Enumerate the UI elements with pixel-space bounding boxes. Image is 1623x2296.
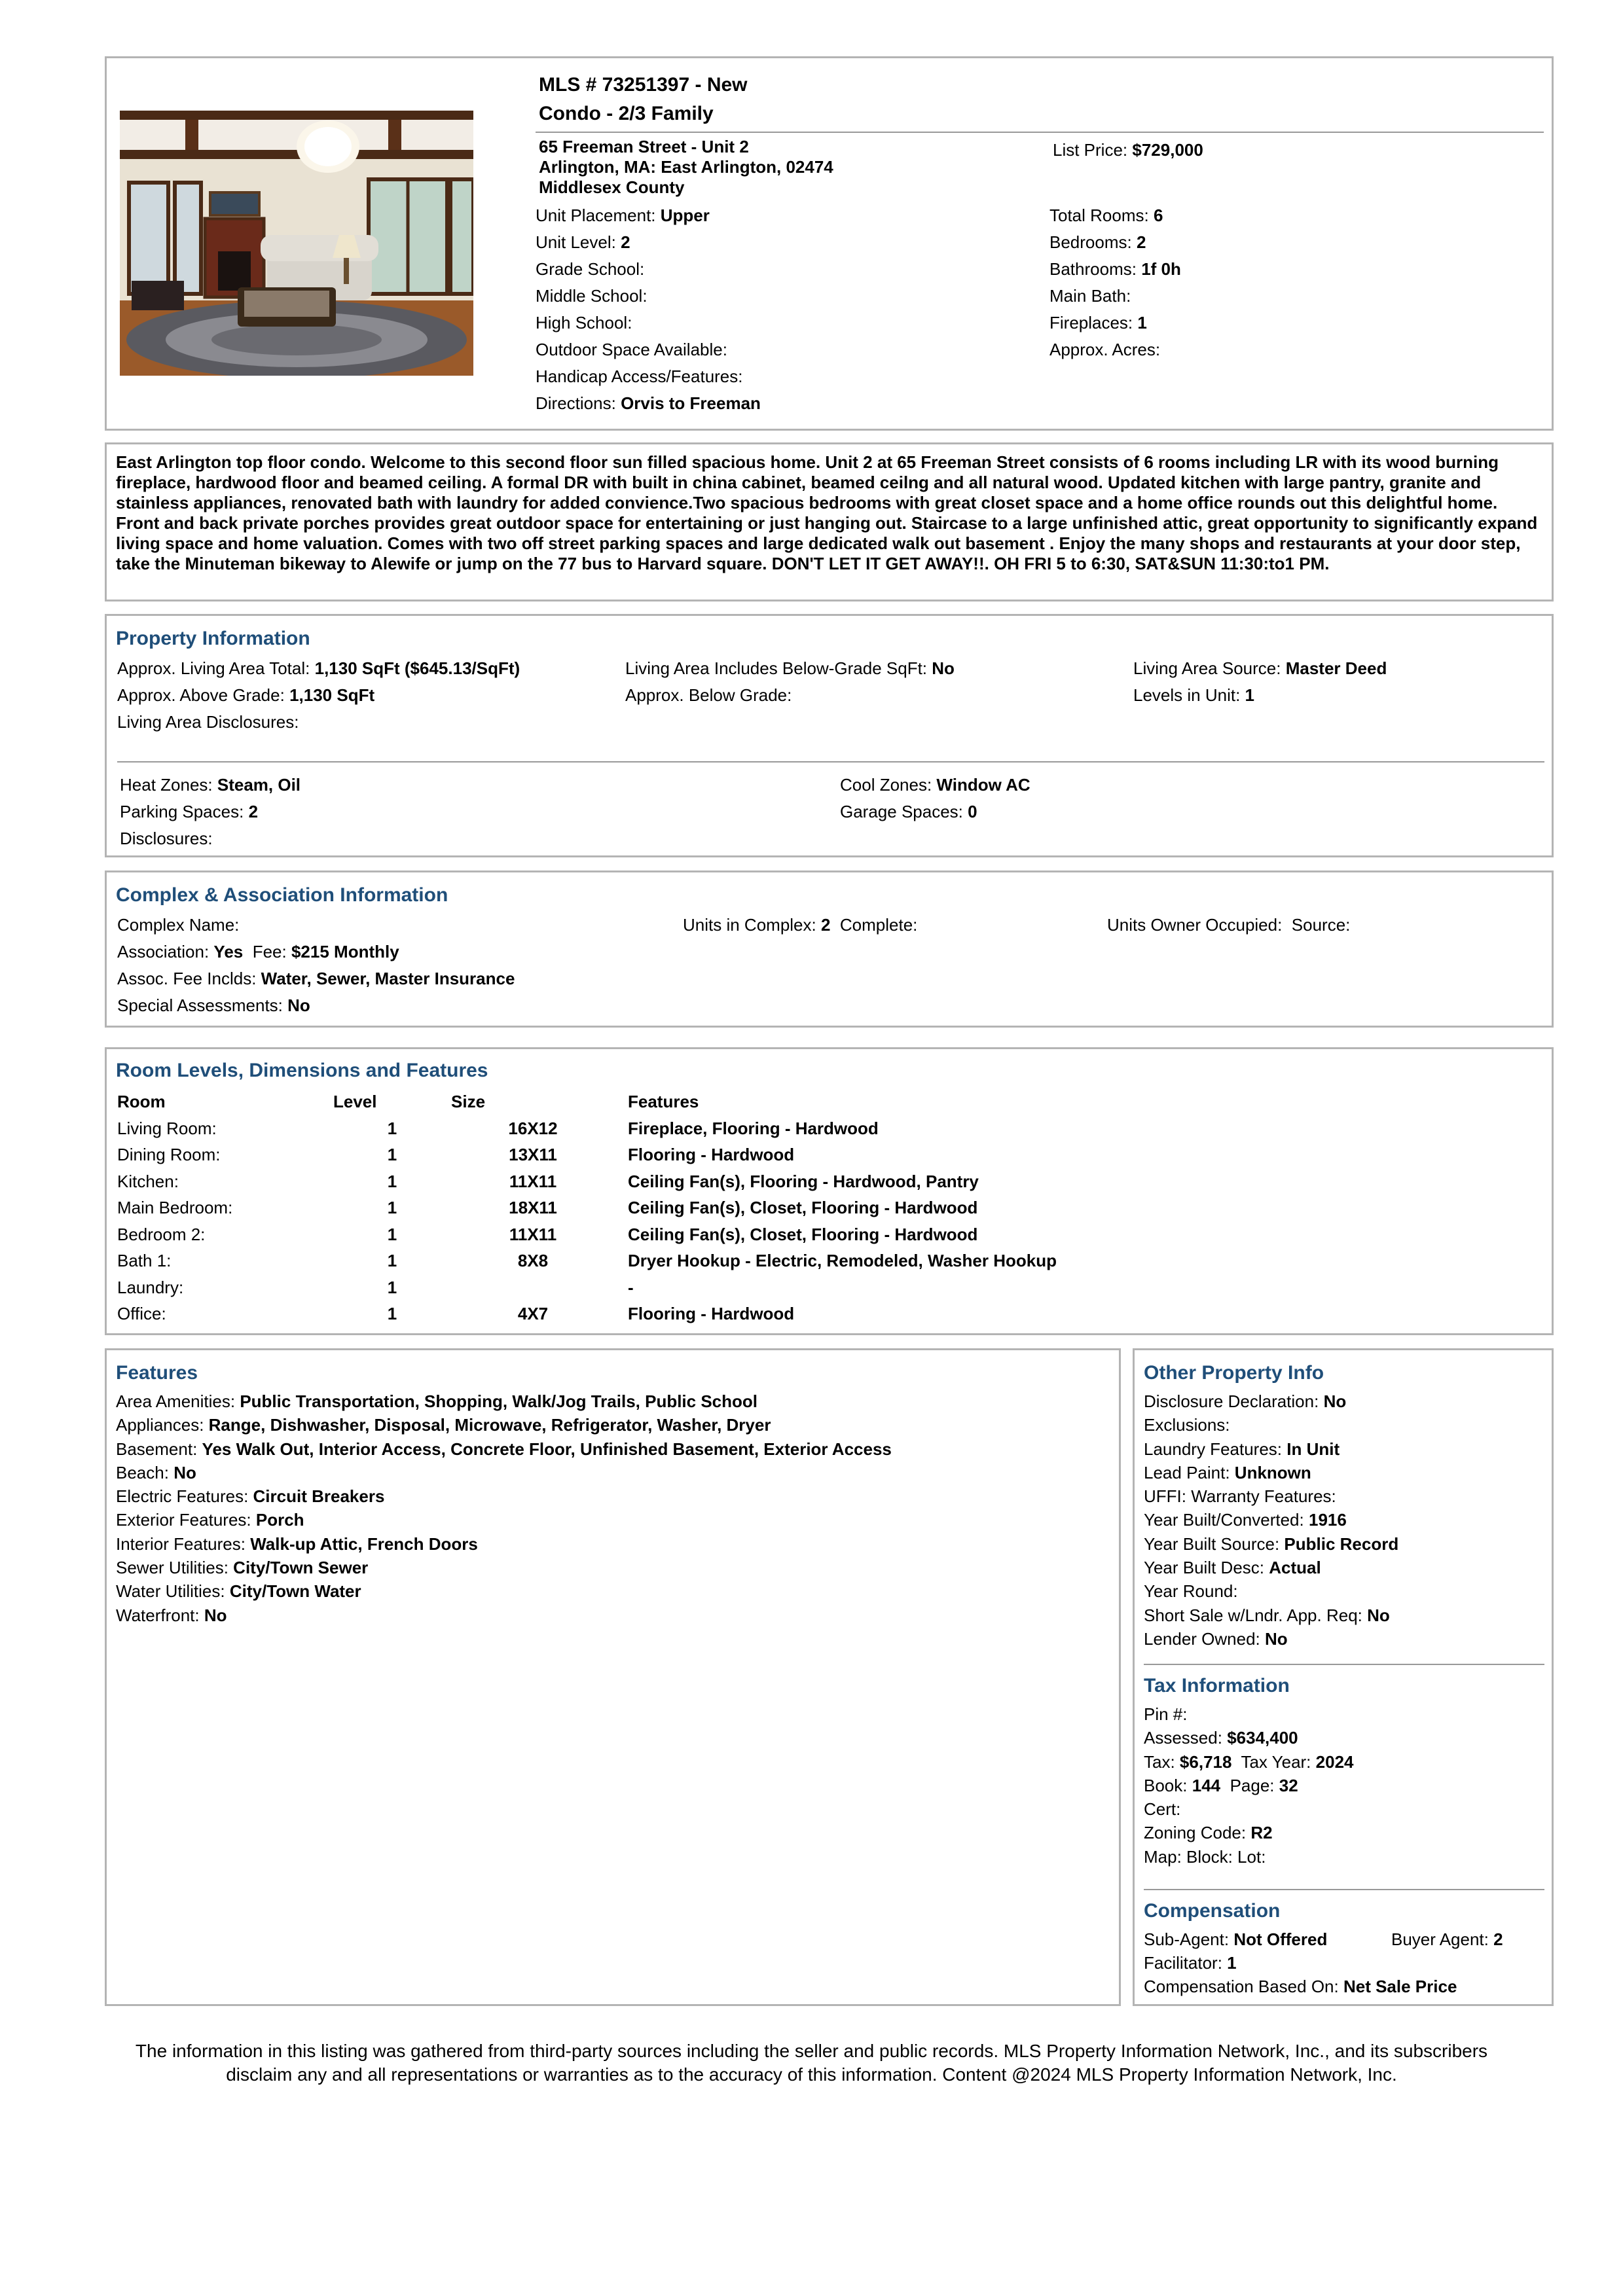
complex-name: Complex Name: [117,915,240,935]
other-info-item: Year Built Source: Public Record [1144,1534,1399,1554]
room-features-cell: Fireplace, Flooring - Hardwood [628,1118,879,1138]
other-info-item: Year Built/Converted: 1916 [1144,1510,1347,1530]
room-level-cell: 1 [387,1304,397,1324]
property-information-section [105,614,1554,857]
section-title: Property Information [116,628,310,649]
header-field: Directions: Orvis to Freeman [536,393,761,413]
header-field: Fireplaces: 1 [1049,313,1147,332]
disclosures: Disclosures: [120,829,213,848]
parking-spaces: Parking Spaces: 2 [120,802,259,821]
room-features-cell: Ceiling Fan(s), Flooring - Hardwood, Pantry [628,1171,979,1191]
room-size-cell: 11X11 [509,1224,557,1244]
other-info-item: Laundry Features: In Unit [1144,1439,1340,1459]
room-level-cell: 1 [387,1277,397,1297]
room-level-cell: 1 [387,1171,397,1191]
room-room-cell: Bedroom 2: [117,1224,206,1244]
other-info-item: Lender Owned: No [1144,1628,1288,1649]
header-field: Bathrooms: 1f 0h [1049,259,1181,279]
property-photo[interactable] [120,111,473,376]
list-price: List Price: $729,000 [1053,140,1203,160]
header-field: Outdoor Space Available: [536,340,727,359]
assessed: Assessed: $634,400 [1144,1728,1298,1748]
feature-item: Exterior Features: Porch [116,1510,304,1530]
living-area-source: Living Area Source: Master Deed [1133,658,1387,678]
feature-item: Water Utilities: City/Town Water [116,1581,361,1602]
col-features: Features [628,1092,699,1112]
header-field: Grade School: [536,259,645,279]
feature-item: Sewer Utilities: City/Town Sewer [116,1558,369,1578]
section-title: Room Levels, Dimensions and Features [116,1060,488,1081]
room-level-cell: 1 [387,1198,397,1218]
room-features-cell: Flooring - Hardwood [628,1145,795,1165]
room-level-cell: 1 [387,1145,397,1165]
table-row [117,1141,1057,1168]
tax-divider [1144,1664,1544,1665]
disclaimer-line-1: The information in this listing was gathered from third-party sources including the seller and public records. MLS Property Information Network, Inc., and its subscribers [135,2041,1488,2061]
room-features-cell: Dryer Hookup - Electric, Remodeled, Washer Hookup [628,1251,1057,1271]
above-grade: Approx. Above Grade: 1,130 SqFt [117,685,375,705]
zoning-code: Zoning Code: R2 [1144,1823,1273,1843]
header-left-fields [536,202,761,417]
heat-zones: Heat Zones: Steam, Oil [120,775,301,795]
mls-number: MLS # 73251397 - New [539,74,748,96]
feature-item: Appliances: Range, Dishwasher, Disposal, Microwave, Refrigerator, Washer, Dryer [116,1415,771,1435]
room-room-cell: Living Room: [117,1118,217,1138]
room-room-cell: Main Bedroom: [117,1198,233,1218]
feature-item: Area Amenities: Public Transportation, Shopping, Walk/Jog Trails, Public School [116,1391,758,1411]
disclaimer-line-2: disclaim any and all representations or warranties as to the accuracy of this information. Content @2024 MLS Property Information Network, Inc. [226,2064,1397,2085]
table-row [117,1168,1057,1195]
room-size-cell: 8X8 [517,1251,549,1271]
room-features-cell: Ceiling Fan(s), Closet, Flooring - Hardwood [628,1198,978,1218]
table-row [117,1300,1057,1327]
units-in-complex: Units in Complex: 2 Complete: [683,915,918,935]
feature-item: Interior Features: Walk-up Attic, French Doors [116,1534,478,1554]
section-title: Other Property Info [1144,1362,1324,1384]
room-room-cell: Office: [117,1304,166,1324]
header-field: Approx. Acres: [1049,340,1161,359]
feature-list [116,1390,892,1627]
room-room-cell: Kitchen: [117,1171,179,1191]
room-size-cell [451,1274,615,1301]
room-table-header [117,1088,1057,1115]
header-field: Bedrooms: 2 [1049,232,1146,252]
header-field: Handicap Access/Features: [536,367,743,386]
other-info-item: Year Built Desc: Actual [1144,1558,1321,1578]
table-row [117,1221,1057,1248]
table-row [117,1274,1057,1301]
feature-item: Beach: No [116,1462,196,1482]
other-info-item: UFFI: Warranty Features: [1144,1486,1336,1507]
levels-in-unit: Levels in Unit: 1 [1133,685,1255,705]
room-room-cell: Bath 1: [117,1251,172,1271]
room-size-cell: 11X11 [509,1171,557,1191]
header-field: Main Bath: [1049,286,1131,306]
feature-item: Waterfront: No [116,1605,227,1625]
header-field: Unit Placement: Upper [536,206,710,225]
other-info-list [1144,1390,1398,1651]
room-level-cell: 1 [387,1251,397,1271]
compensation-divider [1144,1889,1544,1890]
room-level-cell: 1 [387,1224,397,1244]
complex-association-section [105,870,1554,1028]
address-line-2: Arlington, MA: East Arlington, 02474 [539,157,833,177]
other-info-item: Year Round: [1144,1581,1238,1602]
table-row [117,1115,1057,1142]
pin: Pin #: [1144,1704,1188,1724]
room-features-cell: Flooring - Hardwood [628,1304,795,1324]
disclaimer-footer [0,2039,1623,2087]
room-size-cell: 13X11 [509,1145,557,1165]
listing-header [105,56,1554,431]
below-grade: Approx. Below Grade: [625,685,792,705]
header-field: High School: [536,313,632,332]
living-area-disclosures: Living Area Disclosures: [117,712,299,732]
table-row [117,1247,1057,1274]
room-room-cell: Laundry: [117,1277,184,1297]
cert: Cert: [1144,1799,1181,1820]
other-info-item: Exclusions: [1144,1415,1230,1435]
room-features-cell: - [628,1277,634,1297]
assoc-fee-includes: Assoc. Fee Inclds: Water, Sewer, Master Insurance [117,969,515,988]
room-table [117,1088,1057,1327]
room-size-cell: 16X12 [508,1118,558,1138]
header-field: Total Rooms: 6 [1049,206,1163,225]
other-info-item: Disclosure Declaration: No [1144,1391,1347,1411]
features-section [105,1348,1121,2006]
facilitator: Facilitator: 1 [1144,1953,1237,1973]
address-line-1: 65 Freeman Street - Unit 2 [539,137,749,156]
col-size: Size [451,1092,486,1112]
book-page: Book: 144 Page: 32 [1144,1775,1298,1795]
other-info-item: Lead Paint: Unknown [1144,1462,1311,1482]
col-level: Level [333,1092,377,1112]
living-area-below-grade-included: Living Area Includes Below-Grade SqFt: No [625,658,955,678]
feature-item: Electric Features: Circuit Breakers [116,1486,385,1507]
tax: Tax: $6,718 Tax Year: 2024 [1144,1751,1354,1772]
living-room-photo-icon [120,111,473,376]
buyer-agent: Buyer Agent: 2 [1391,1929,1503,1949]
room-room-cell: Dining Room: [117,1145,221,1165]
units-owner-occupied: Units Owner Occupied: Source: [1107,915,1351,935]
property-divider [117,761,1544,762]
tax-section-title: Tax Information [1144,1675,1290,1696]
table-row [117,1194,1057,1221]
compensation-section-title: Compensation [1144,1900,1281,1922]
remarks-text: East Arlington top floor condo. Welcome to this second floor sun filled spacious home. Unit 2 at 65 Freeman Street consists of 6 rooms including LR with its wood burning fireplace, hardwood floor and beamed ceiling. A formal DR with built in china cabinet, beamed ceilng and all natural wood. Updated kitchen with large pantry, granite and stainless appliances, renovated bath with laundry for added convience.Two spacious bedrooms with great closet space and a home office rounds out this delightful home. Front and back private porches provides great outdoor space for entertaining or just hanging out. Staircase to a large unfinished attic, great opportunity to significantly expand living space and home valuation. Comes with two off street parking spaces and large dedicated walk out basement . Enjoy the many shops and restaurants at your door step, take the Minuteman bikeway to Alewife or jump on the 77 bus to Harvard square. DON'T LET IT GET AWAY!!. OH FRI 5 to 6:30, SAT&SUN 11:30:to1 PM. [116,452,1538,573]
sub-agent: Sub-Agent: Not Offered [1144,1929,1328,1949]
map-block-lot: Map: Block: Lot: [1144,1846,1266,1867]
compensation-based-on: Compensation Based On: Net Sale Price [1144,1977,1457,1996]
header-right-fields [1049,202,1181,363]
other-property-info-section [1133,1348,1554,2006]
col-room: Room [117,1092,166,1112]
cool-zones: Cool Zones: Window AC [840,775,1030,795]
room-size-cell: 4X7 [517,1304,549,1324]
room-size-cell: 18X11 [509,1198,557,1218]
section-title: Complex & Association Information [116,884,448,906]
room-levels-section [105,1047,1554,1335]
special-assessments: Special Assessments: No [117,996,310,1015]
garage-spaces: Garage Spaces: 0 [840,802,977,821]
section-title: Features [116,1362,198,1384]
feature-item: Basement: Yes Walk Out, Interior Access, Concrete Floor, Unfinished Basement, Exterior Access [116,1439,892,1459]
room-features-cell: Ceiling Fan(s), Closet, Flooring - Hardwood [628,1224,978,1244]
other-info-item: Short Sale w/Lndr. App. Req: No [1144,1605,1390,1625]
room-level-cell: 1 [387,1118,397,1138]
tax-info-list [1144,1702,1354,1869]
header-divider [536,132,1544,133]
county: Middlesex County [539,177,685,197]
living-area-total: Approx. Living Area Total: 1,130 SqFt ($645.13/SqFt) [117,658,520,678]
property-type: Condo - 2/3 Family [539,103,714,124]
header-field: Unit Level: 2 [536,232,630,252]
header-field: Middle School: [536,286,647,306]
remarks-box [105,442,1554,601]
association: Association: Yes Fee: $215 Monthly [117,942,399,961]
